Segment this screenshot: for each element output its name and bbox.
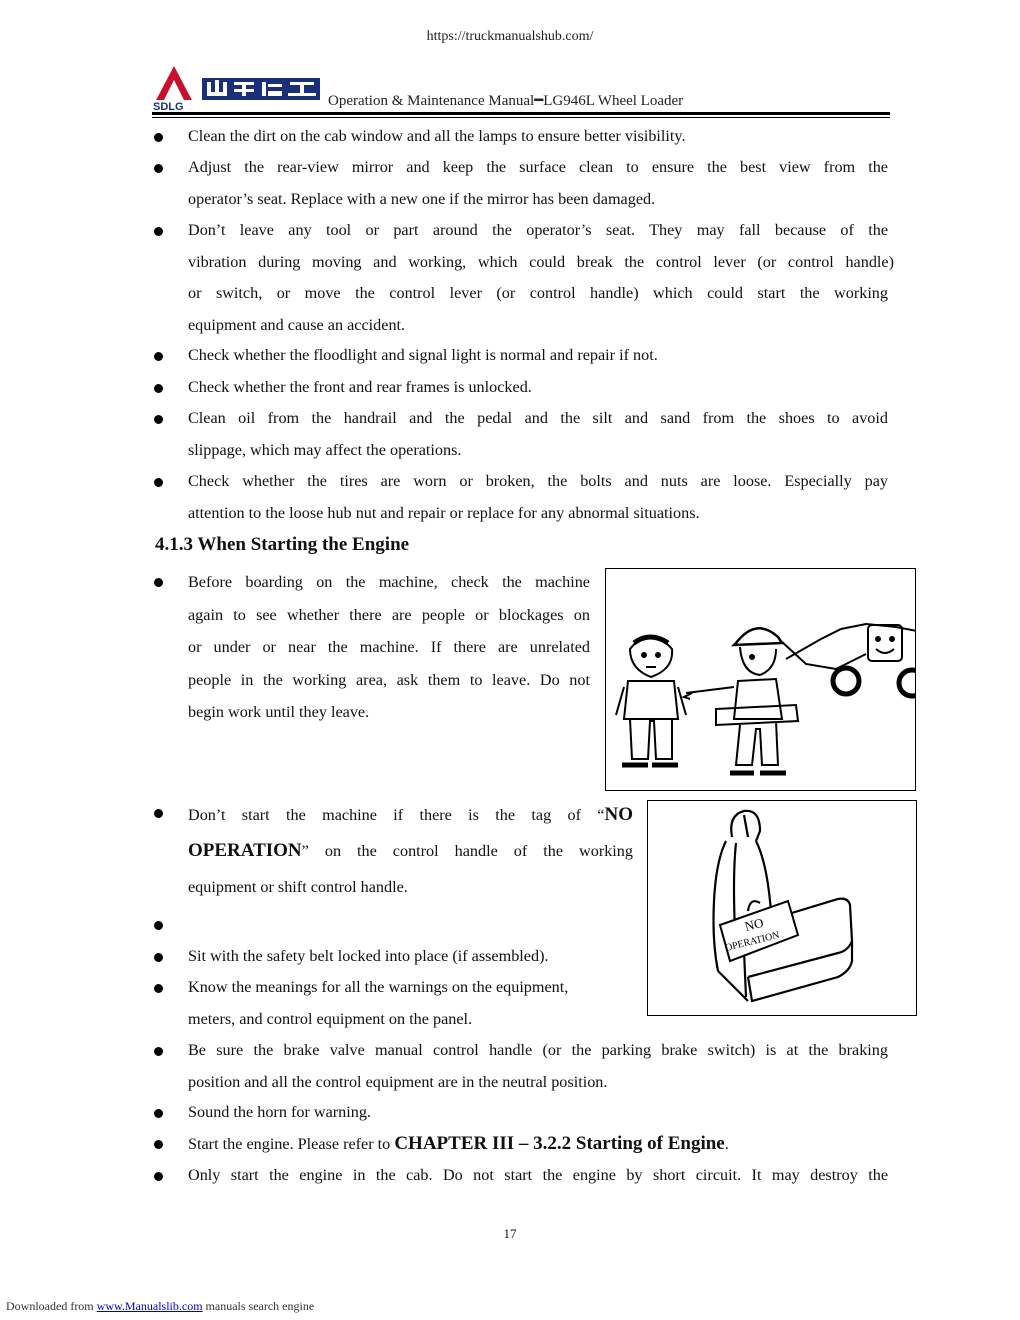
list-item: Clean oil from the handrail and the pedal and the silt and sand from the shoes to avoid slippage, which may affect the operations. [188,409,888,459]
bullet [154,1109,163,1118]
list-item: Check whether the front and rear frames is unlocked. [188,378,532,396]
bullet [154,227,163,236]
bullet [154,953,163,962]
list-item: Only start the engine in the cab. Do not start the engine by short circuit. It may destroy the [188,1166,888,1184]
seat-tag-no: NO [743,914,765,934]
bullet [154,352,163,361]
list-item: Be sure the brake valve manual control handle (or the parking brake switch) is at the braking position and all the control equipment are in the neutral position. [188,1041,888,1091]
sdlg-logo [152,64,322,112]
figure-seat-no-operation [647,800,917,1016]
manualslib-link[interactable]: www.Manualslib.com [96,1299,203,1313]
list-item: Clean the dirt on the cab window and all the lamps to ensure better visibility. [188,127,686,145]
illustration-people-loader [606,569,916,791]
svg-text:SDLG: SDLG [153,101,184,112]
bullet [154,809,163,818]
bullet-empty [154,921,163,930]
list-item-start-engine [188,1128,888,1161]
bullet [154,1047,163,1056]
manual-title: Operation & Maintenance Manual━LG946L Wheel Loader [328,93,684,109]
no-op-text-3: equipment or shift control handle. [188,878,408,896]
list-item: Don’t leave any tool or part around the operator’s seat. They may fall because of the vibration during moving and working, which could break the control lever (or control handle) or switch, or move the control lever (or control handle) which could start the working equipment and cause an accident. [188,221,894,334]
source-url: https://truckmanualshub.com/ [426,29,594,44]
bullet [154,164,163,173]
section-heading: 4.1.3 When Starting the Engine [155,534,410,555]
bullet [154,578,163,587]
seat-tag-operation: OPERATION [724,929,781,954]
bullet [154,984,163,993]
start-engine-text: Start the engine. Please refer to [188,1135,395,1153]
list-item: Sit with the safety belt locked into place (if assembled). [188,947,549,965]
bullet [154,384,163,393]
footer-post: manuals search engine [202,1299,315,1313]
header-rule-thin [152,117,890,118]
bullet [154,1172,163,1181]
header-rule [152,112,890,115]
list-item: Sound the horn for warning. [188,1103,371,1121]
list-item-no-operation [188,797,633,905]
list-item: Adjust the rear-view mirror and keep the surface clean to ensure the best view from the operator’s seat. Replace with a new one if the mirror has been damaged. [188,158,888,208]
tag-operation: OPERATION [188,840,302,861]
bullet [154,1140,163,1149]
no-op-text-1: Don’t start the machine if there is the tag of “ [188,806,605,824]
page-number: 17 [503,1226,517,1241]
footer [6,1299,314,1314]
list-item: Before boarding on the machine, check the machine again to see whether there are people or blockages on or under or near the machine. If there are unrelated people in the working area, ask them to leave. Do not begin work until they leave. [188,573,590,721]
footer-pre: Downloaded from [6,1299,97,1313]
figure-people-loader [605,568,916,791]
bullet [154,478,163,487]
start-engine-period: . [724,1135,729,1153]
no-op-text-2: ” on the control handle of the working [301,842,633,860]
bullet [154,415,163,424]
chapter-reference: CHAPTER III – 3.2.2 Starting of Engine [394,1133,725,1154]
illustration-seat-tag [648,801,917,1016]
list-item: Check whether the tires are worn or broken, the bolts and nuts are loose. Especially pay attention to the loose hub nut and repair or replace for any abnormal situations. [188,472,888,522]
list-item: Know the meanings for all the warnings on the equipment, meters, and control equipment on the panel. [188,978,569,1028]
list-item: Check whether the floodlight and signal light is normal and repair if not. [188,346,658,364]
bullet [154,133,163,142]
tag-no: NO [604,804,633,825]
